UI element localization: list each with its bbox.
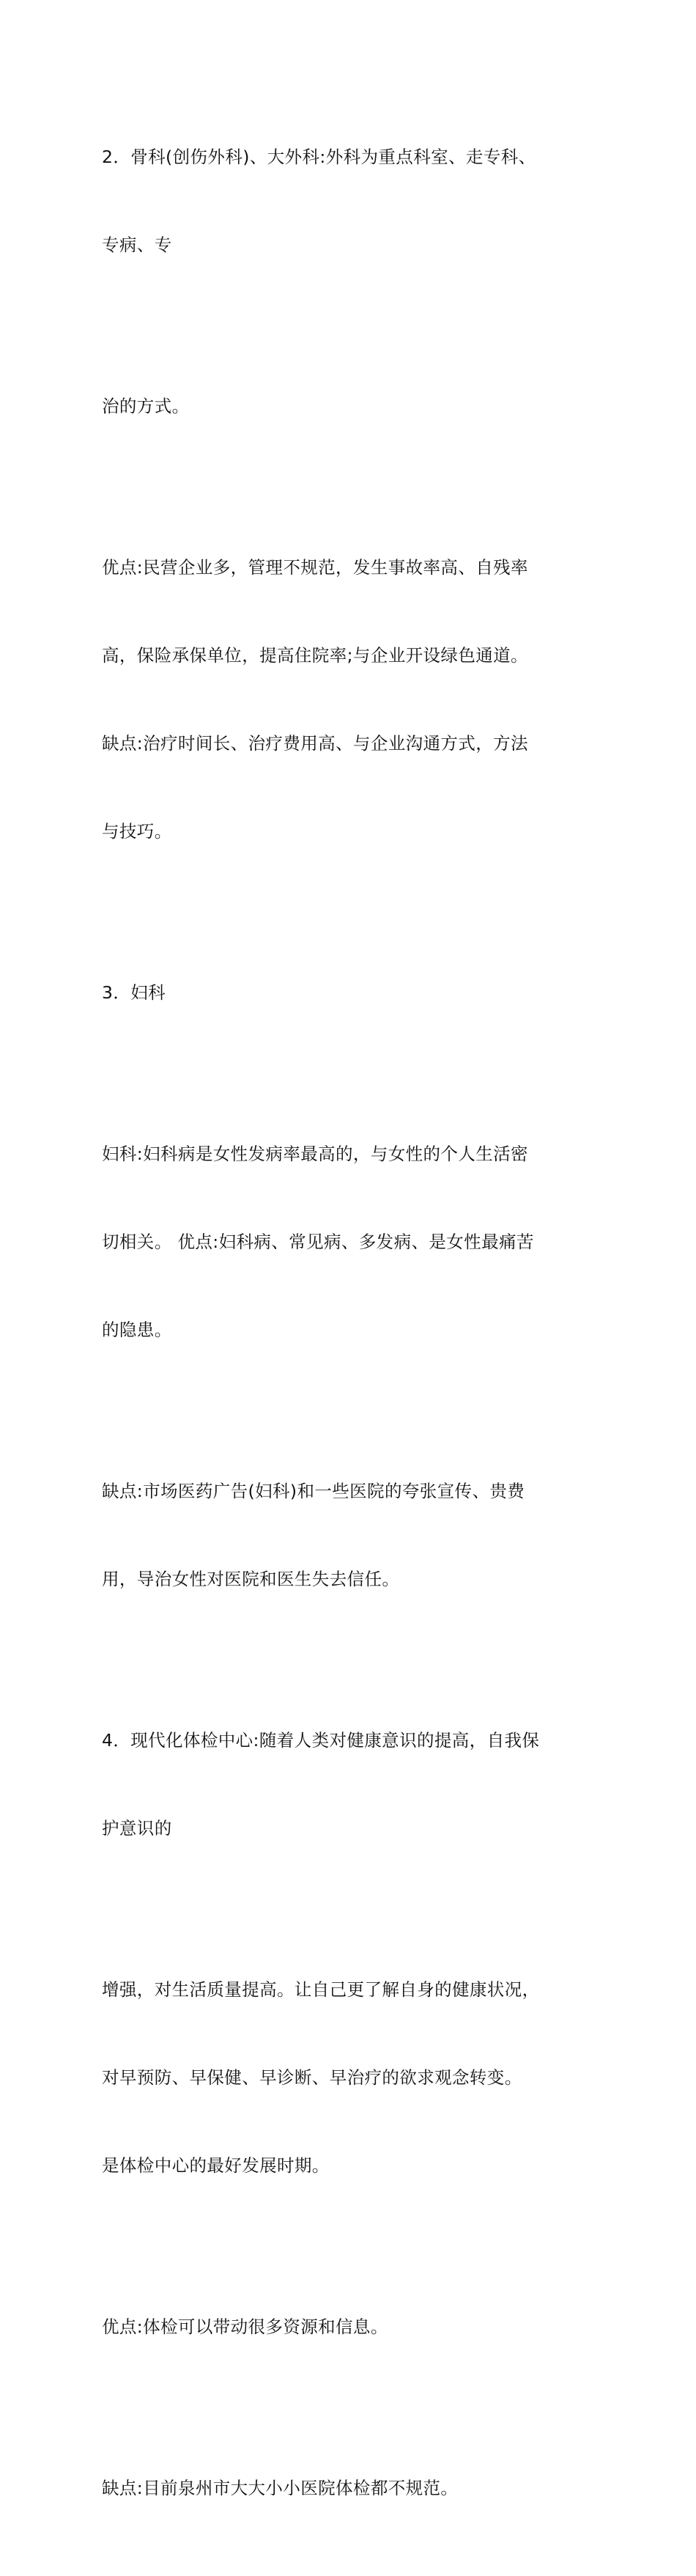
heading-health-checkup	[102, 1667, 600, 1902]
heading-orthopedics	[102, 84, 600, 318]
document-body	[102, 84, 600, 2576]
text-line: 3．妇科	[102, 982, 166, 1003]
text-line: 护意识的	[102, 1818, 172, 1839]
paragraph	[102, 2253, 600, 2400]
text-line: 治的方式。	[102, 396, 190, 416]
paragraph	[102, 1418, 600, 1652]
text-line: 对早预防、早保健、早诊断、早治疗的欲求观念转变。	[102, 2067, 522, 2088]
text-line: 缺点:市场医药广告(妇科)和一些医院的夸张宣传、贵费	[102, 1481, 525, 1501]
paragraph	[102, 1081, 600, 1403]
paragraph	[102, 1916, 600, 2239]
text-line: 专病、专	[102, 235, 172, 255]
text-line: 增强，对生活质量提高。让自己更了解自身的健康状况，	[102, 1979, 540, 2000]
text-line: 用，导治女性对医院和医生失去信任。	[102, 1569, 400, 1589]
heading-gynecology	[102, 919, 600, 1066]
text-line: 高，保险承保单位，提高住院率;与企业开设绿色通道。	[102, 645, 528, 666]
text-line: 缺点:治疗时间长、治疗费用高、与企业沟通方式，方法	[102, 733, 528, 754]
text-line: 是体检中心的最好发展时期。	[102, 2155, 330, 2176]
text-line: 优点:民营企业多，管理不规范，发生事故率高、自残率	[102, 557, 528, 578]
paragraph	[102, 2415, 600, 2561]
text-line: 切相关。 优点:妇科病、常见病、多发病、是女性最痛苦	[102, 1232, 534, 1252]
paragraph-pros-cons	[102, 494, 600, 905]
text-line: 的隐患。	[102, 1320, 172, 1340]
text-line: 4．现代化体检中心:随着人类对健康意识的提高，自我保	[102, 1730, 540, 1751]
text-line: 与技巧。	[102, 821, 172, 842]
text-line: 妇科:妇科病是女性发病率最高的，与女性的个人生活密	[102, 1144, 528, 1164]
text-line: 缺点:目前泉州市大大小小医院体检都不规范。	[102, 2478, 459, 2498]
text-line: 2．骨科(创伤外科)、大外科:外科为重点科室、走专科、	[102, 147, 536, 167]
text-line: 优点:体检可以带动很多资源和信息。	[102, 2316, 388, 2337]
paragraph	[102, 333, 600, 479]
